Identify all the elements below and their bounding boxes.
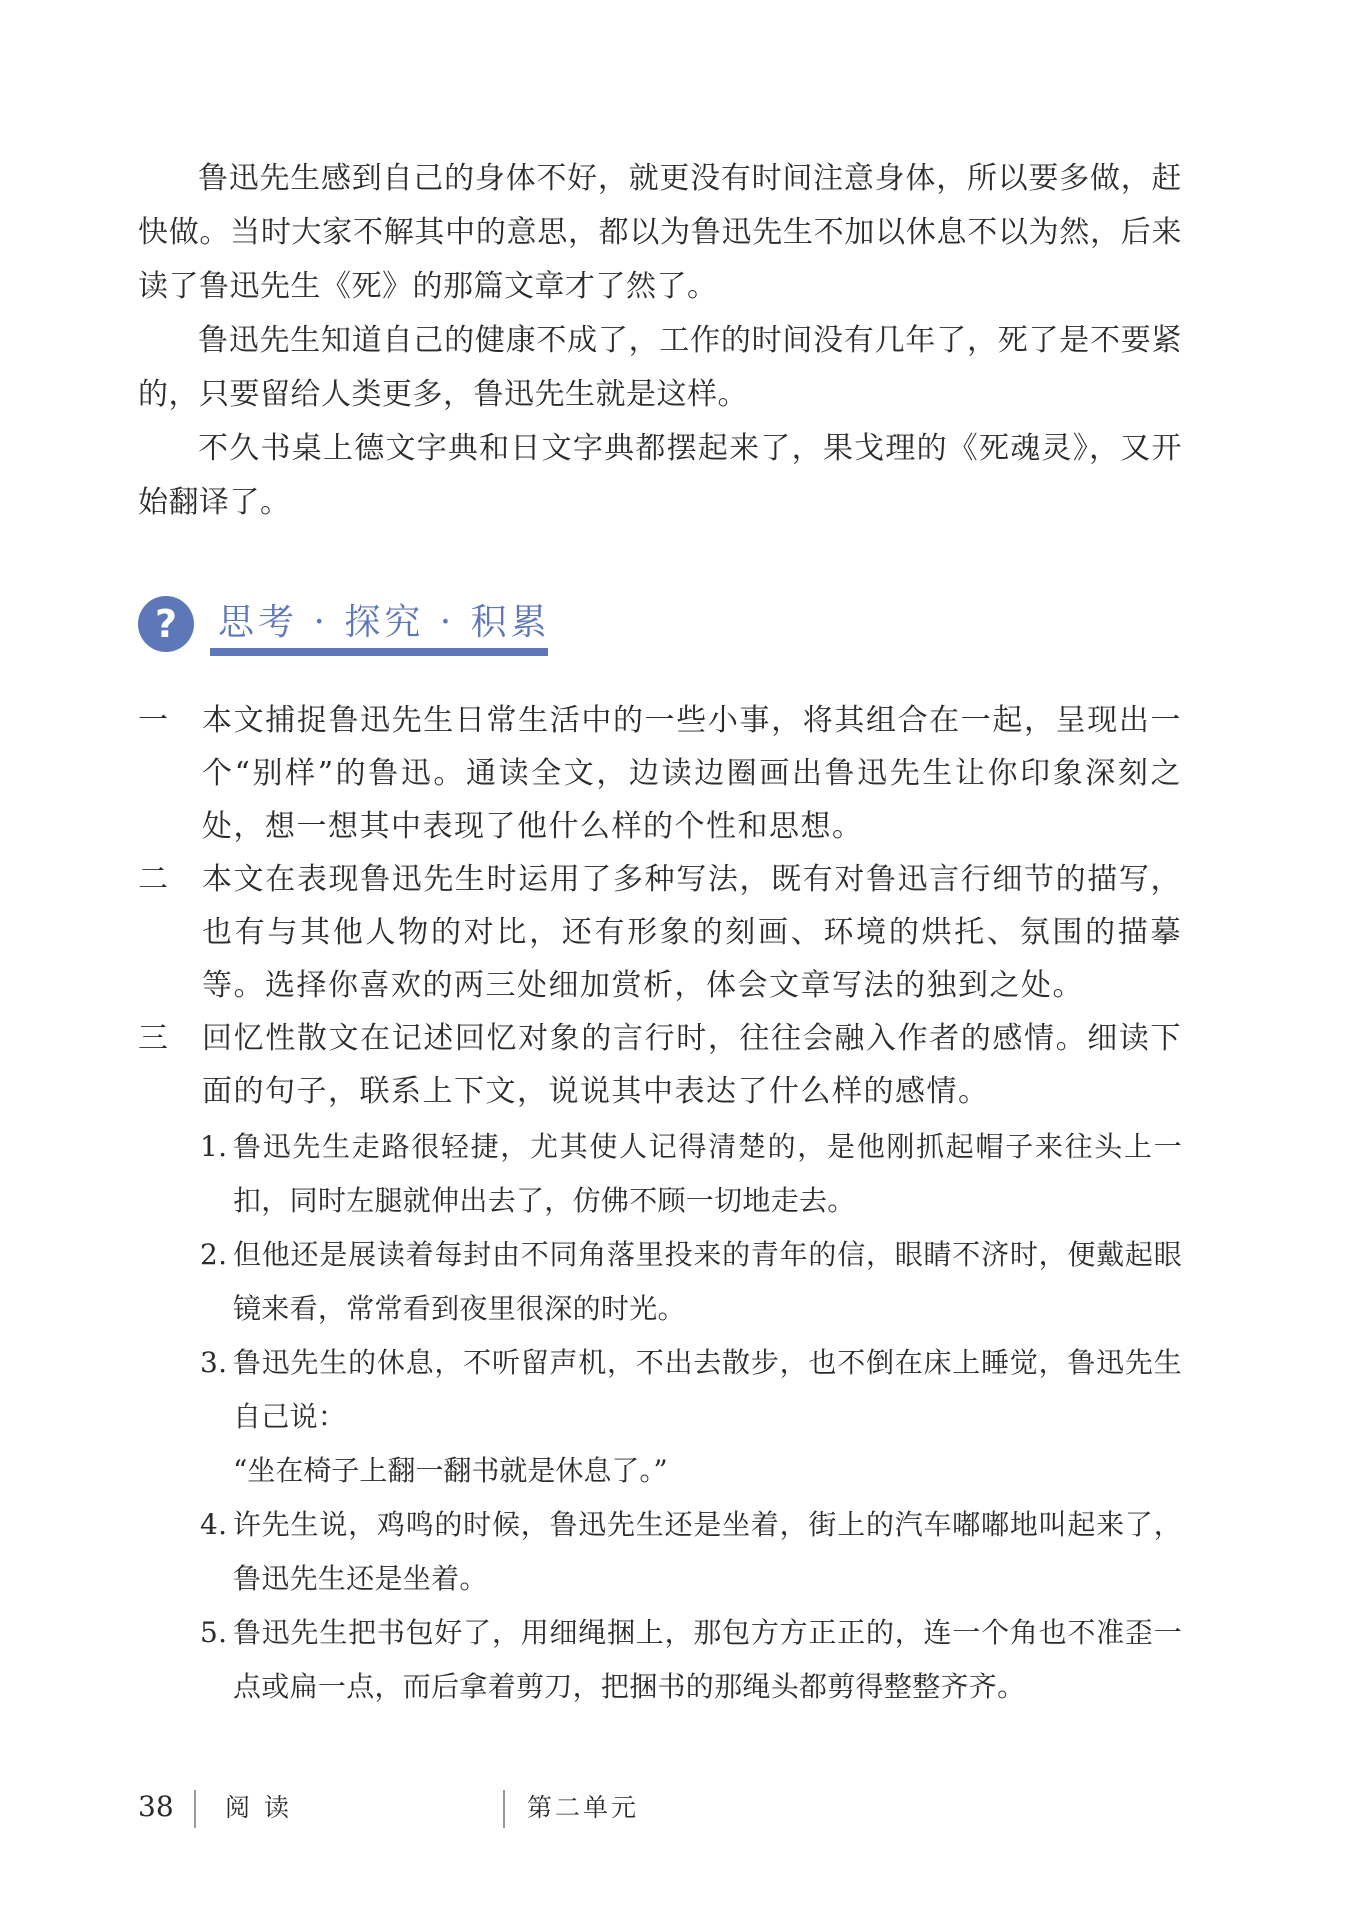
footer-unit-label: 第二单元 (527, 1793, 640, 1822)
sentence-number: 1. (200, 1130, 228, 1163)
question-item (138, 694, 1182, 853)
sentence-text: 但他还是展读着每封由不同角落里投来的青年的信，眼睛不济时，便戴起眼镜来看，常常看到夜里很深的时光。 (233, 1238, 1182, 1325)
sentence-text: 许先生说，鸡鸣的时候，鲁迅先生还是坐着，街上的汽车嘟嘟地叫起来了，鲁迅先生还是坐着。 (233, 1508, 1182, 1595)
question-text: 回忆性散文在记述回忆对象的言行时，往往会融入作者的感情。细读下面的句子，联系上下文，说说其中表达了什么样的感情。 (202, 1021, 1182, 1109)
question-item (138, 1012, 1182, 1118)
question-number: 二 (138, 862, 170, 897)
footer-divider (194, 1790, 196, 1828)
sentence-number: 5. (200, 1616, 228, 1649)
sentence-item (200, 1120, 1182, 1228)
sentence-text: 鲁迅先生的休息，不听留声机，不出去散步，也不倒在床上睡觉，鲁迅先生自己说： (233, 1346, 1182, 1433)
question-item (138, 853, 1182, 1012)
paragraph: 鲁迅先生知道自己的健康不成了，工作的时间没有几年了，死了是不要紧的，只要留给人类更多，鲁迅先生就是这样。 (138, 323, 1182, 412)
quoted-sentence: “坐在椅子上翻一翻书就是休息了。” (233, 1454, 668, 1487)
sentence-item (200, 1606, 1182, 1714)
sentence-item (200, 1336, 1182, 1444)
question-number: 一 (138, 703, 170, 738)
sentence-text: 鲁迅先生把书包好了，用细绳捆上，那包方方正正的，连一个角也不准歪一点或扁一点，而后拿着剪刀，把捆书的那绳头都剪得整整齐齐。 (233, 1616, 1182, 1703)
section-underline (210, 648, 548, 656)
sentence-item (200, 1498, 1182, 1606)
paragraph: 不久书桌上德文字典和日文字典都摆起来了，果戈理的《死魂灵》，又开始翻译了。 (138, 431, 1182, 520)
paragraph: 鲁迅先生感到自己的身体不好，就更没有时间注意身体，所以要多做，赶快做。当时大家不解其中的意思，都以为鲁迅先生不加以休息不以为然，后来读了鲁迅先生《死》的那篇文章才了然了。 (138, 161, 1182, 304)
section-title: 思考 · 探究 · 积累 (218, 602, 551, 643)
question-list (138, 694, 1182, 1118)
sentence-number: 2. (200, 1238, 228, 1271)
body-text (138, 152, 1182, 530)
question-mark-icon (138, 596, 194, 652)
question-text: 本文在表现鲁迅先生时运用了多种写法，既有对鲁迅言行细节的描写，也有与其他人物的对比，还有形象的刻画、环境的烘托、氛围的描摹等。选择你喜欢的两三处细加赏析，体会文章写法的独到之处。 (202, 862, 1182, 1003)
page-number: 38 (138, 1790, 174, 1823)
sentence-item (200, 1228, 1182, 1336)
footer-divider (503, 1790, 505, 1828)
footer-section-label: 阅 读 (225, 1793, 292, 1822)
question-number: 三 (138, 1021, 170, 1056)
sentence-number: 4. (200, 1508, 228, 1541)
sentence-list (200, 1120, 1182, 1714)
sentence-number: 3. (200, 1346, 228, 1379)
section-heading (138, 592, 558, 662)
question-mark-glyph: ? (154, 602, 178, 646)
sentence-text: 鲁迅先生走路很轻捷，尤其使人记得清楚的，是他刚抓起帽子来往头上一扣，同时左腿就伸出去了，仿佛不顾一切地走去。 (233, 1130, 1182, 1217)
question-text: 本文捕捉鲁迅先生日常生活中的一些小事，将其组合在一起，呈现出一个“别样”的鲁迅。通读全文，边读边圈画出鲁迅先生让你印象深刻之处，想一想其中表现了他什么样的个性和思想。 (202, 703, 1182, 844)
